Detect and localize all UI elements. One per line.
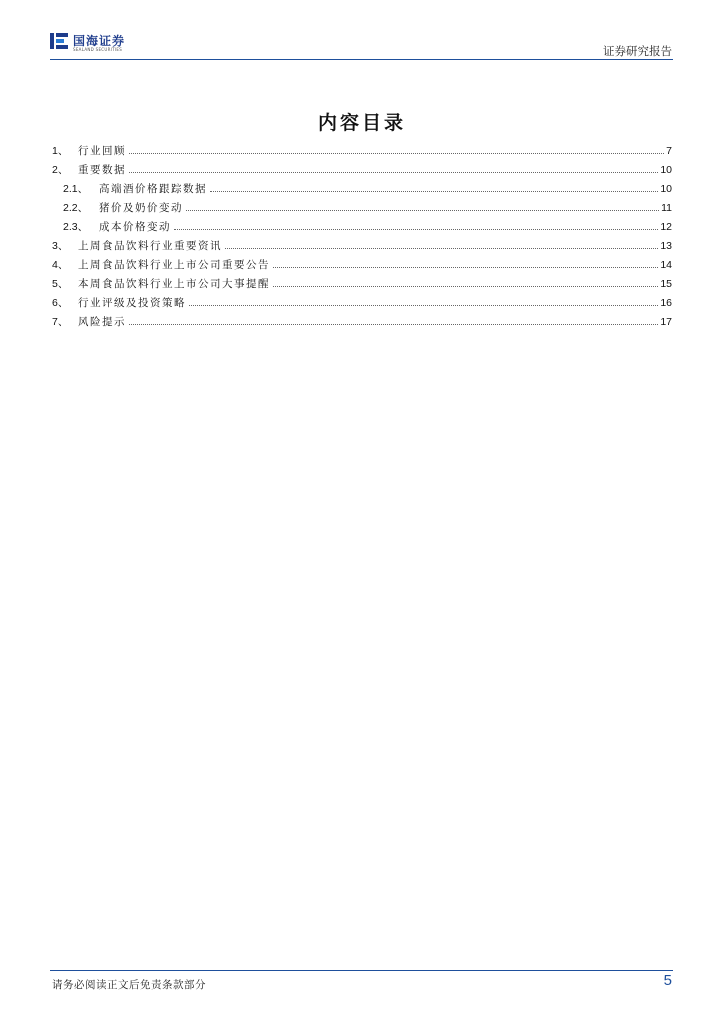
toc-entry-label: 行业评级及投资策略 bbox=[78, 297, 186, 309]
toc-dot-leader bbox=[129, 171, 658, 173]
toc-entry-number: 7、 bbox=[52, 316, 69, 328]
toc-entry-page: 10 bbox=[660, 164, 672, 176]
toc-entry-label: 行业回顾 bbox=[78, 145, 126, 157]
toc-entry-number: 4、 bbox=[52, 259, 69, 271]
logo-icon bbox=[50, 31, 70, 51]
toc-entry-label: 风险提示 bbox=[78, 316, 126, 328]
logo-subtext: SEALAND SECURITIES bbox=[73, 47, 123, 52]
toc-entry-number: 2.2、 bbox=[63, 202, 89, 214]
toc-entry-number: 2.3、 bbox=[63, 221, 89, 233]
toc-dot-leader bbox=[189, 304, 658, 306]
toc-entry-label: 重要数据 bbox=[78, 164, 126, 176]
toc-dot-leader bbox=[273, 285, 658, 287]
toc-entry-3[interactable] bbox=[52, 237, 672, 256]
report-type-label: 证券研究报告 bbox=[603, 44, 672, 58]
toc-dot-leader bbox=[186, 209, 659, 211]
page-header bbox=[0, 0, 724, 60]
logo-text: 国海证券 bbox=[73, 34, 126, 48]
toc-entry-label: 成本价格变动 bbox=[99, 221, 171, 233]
toc-entry-number: 6、 bbox=[52, 297, 69, 309]
toc-title: 内容目录 bbox=[317, 112, 406, 134]
toc-entry-number: 2.1、 bbox=[63, 183, 89, 195]
toc-entry-2-1[interactable] bbox=[52, 180, 672, 199]
toc-entry-page: 12 bbox=[660, 221, 672, 233]
toc-entry-label: 上周食品饮料行业重要资讯 bbox=[78, 240, 222, 252]
header-divider bbox=[50, 59, 673, 60]
toc-dot-leader bbox=[210, 190, 658, 192]
toc-entry-page: 15 bbox=[660, 278, 672, 290]
company-logo bbox=[50, 31, 140, 55]
toc-entry-page: 14 bbox=[660, 259, 672, 271]
toc-entry-2-3[interactable] bbox=[52, 218, 672, 237]
toc-entry-2[interactable] bbox=[52, 161, 672, 180]
toc-entry-page: 16 bbox=[660, 297, 672, 309]
toc-entry-number: 1、 bbox=[52, 145, 69, 157]
toc-entry-6[interactable] bbox=[52, 294, 672, 313]
toc-entry-label: 猪价及奶价变动 bbox=[99, 202, 183, 214]
toc-entry-1[interactable] bbox=[52, 142, 672, 161]
toc-entry-page: 10 bbox=[660, 183, 672, 195]
toc-entry-page: 17 bbox=[660, 316, 672, 328]
toc-entry-2-2[interactable] bbox=[52, 199, 672, 218]
toc-entry-number: 5、 bbox=[52, 278, 69, 290]
footer-divider bbox=[50, 970, 673, 971]
toc-entry-page: 11 bbox=[661, 202, 672, 214]
toc-entry-number: 3、 bbox=[52, 240, 69, 252]
footer-disclaimer: 请务必阅读正文后免责条款部分 bbox=[52, 979, 206, 991]
table-of-contents bbox=[52, 142, 672, 332]
toc-entry-label: 高端酒价格跟踪数据 bbox=[99, 183, 207, 195]
toc-entry-label: 本周食品饮料行业上市公司大事提醒 bbox=[78, 278, 270, 290]
toc-entry-number: 2、 bbox=[52, 164, 69, 176]
page-number: 5 bbox=[663, 972, 672, 989]
toc-entry-page: 13 bbox=[660, 240, 672, 252]
toc-entry-7[interactable] bbox=[52, 313, 672, 332]
toc-entry-page: 7 bbox=[666, 145, 672, 157]
toc-dot-leader bbox=[174, 228, 658, 230]
toc-dot-leader bbox=[273, 266, 658, 268]
toc-dot-leader bbox=[129, 152, 664, 154]
toc-entry-label: 上周食品饮料行业上市公司重要公告 bbox=[78, 259, 270, 271]
toc-entry-5[interactable] bbox=[52, 275, 672, 294]
toc-entry-4[interactable] bbox=[52, 256, 672, 275]
toc-dot-leader bbox=[225, 247, 658, 249]
toc-dot-leader bbox=[129, 323, 658, 325]
